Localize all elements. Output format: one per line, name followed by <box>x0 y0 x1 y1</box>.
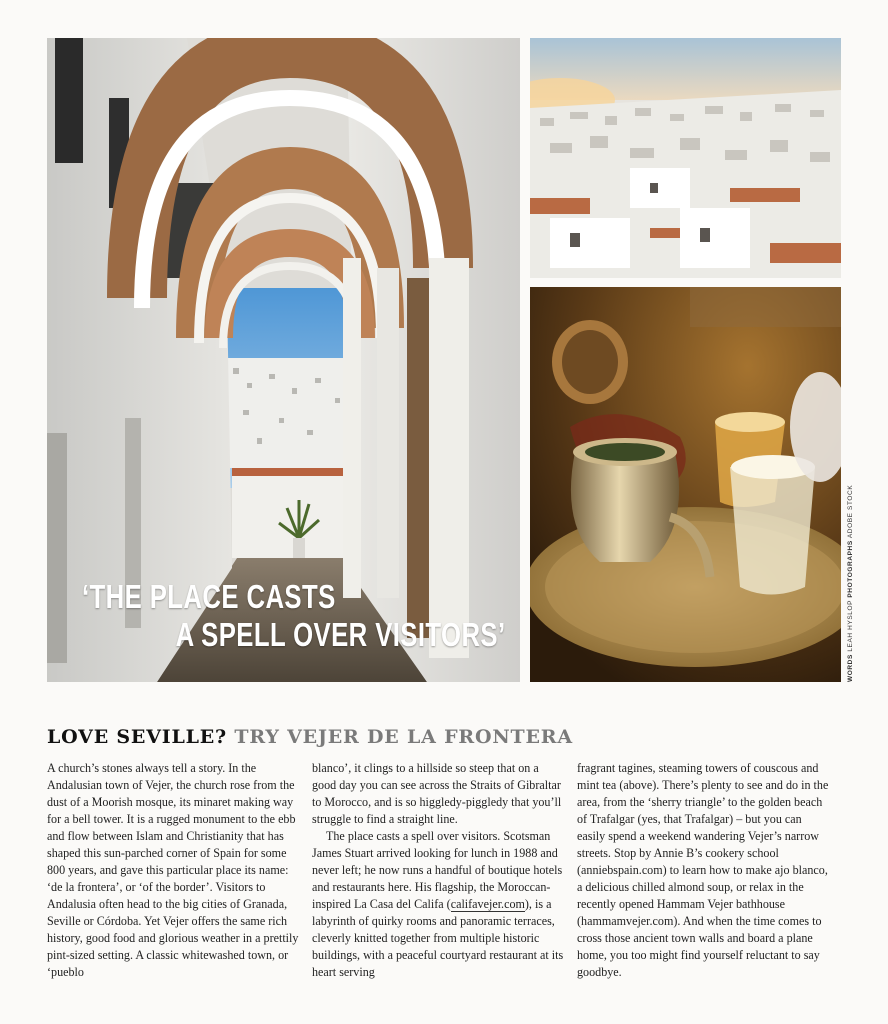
pull-quote <box>82 578 506 654</box>
credit-photos-source: ADOBE STOCK <box>847 484 854 539</box>
body-text: The place casts a spell over visitors. Scotsman James Stuart arrived looking for lunch in 1988 and never left; he now runs a handful of boutique hotels and restaurants here. His flagship, the Moroccan-inspired La Casa del Califa ( <box>312 829 563 911</box>
body-paragraph: blanco’, it clings to a hillside so steep that on a good day you can see across the Straits of Gibraltar to Morocco, and is so higgledy-piggledy that you’ll struggle to find a straight line. <box>312 761 562 826</box>
headline-part-2: TRY VEJER DE LA FRONTERA <box>234 726 573 748</box>
credit-words-label: WORDS <box>847 654 854 682</box>
body-paragraph: A church’s stones always tell a story. In the Andalusian town of Vejer, the church rose from the dust of a Moorish mosque, its minaret making way for a bell tower. It is a rugged monument to the ebb and flow between Islam and Christianity that has shaped this sun-parched corner of Spain for some 800 years, and gave this particular place its name: ‘de la frontera’, or ‘of the border’. Visitors to Andalusia often head to the big cities of Granada, Seville or Córdoba. Yet Vejer offers the same rich history, good food and glorious weather in a prettily pint-sized setting. A classic whitewashed town, or ‘pueblo <box>47 761 299 979</box>
photo-mint-tea <box>530 287 841 682</box>
photo-town-panorama <box>530 38 841 278</box>
body-paragraph: fragrant tagines, steaming towers of couscous and mint tea (above). There’s plenty to see and do in the area, from the ‘sherry triangle’ to the golden beach of Trafalgar (yes, that Trafalgar) – but you can easily spend a weekend wandering Vejer’s narrow streets. Stop by Annie B’s cookery school (anniebspain.com) to learn how to make ajo blanco, a delicious chilled almond soup, or relax in the recently opened Hammam Vejer bathhouse (hammamvejer.com). And when the time comes to cross those ancient town walls and board a plane home, you too might find yourself reluctant to say goodbye. <box>577 761 829 979</box>
headline-part-1: LOVE SEVILLE? <box>47 726 227 748</box>
credit-photos-label: PHOTOGRAPHS <box>847 540 854 598</box>
pull-quote-line-1: ‘THE PLACE CASTS <box>82 578 336 615</box>
body-paragraph <box>312 828 564 981</box>
photo-credit <box>847 485 854 682</box>
califavejer-link[interactable]: califavejer.com <box>450 897 525 911</box>
body-column-3 <box>577 760 829 981</box>
credit-words-author: LEAH HYSLOP <box>847 600 854 652</box>
pull-quote-line-2: A SPELL OVER VISITORS’ <box>175 616 506 653</box>
body-text: ), is a labyrinth of quirky rooms and panoramic terraces, cleverly knitted together from multiple historic buildings, with a peaceful courtyard restaurant at its heart serving <box>312 897 564 979</box>
body-column-1 <box>47 760 299 981</box>
body-column-2 <box>312 760 564 981</box>
article-headline <box>47 726 573 748</box>
